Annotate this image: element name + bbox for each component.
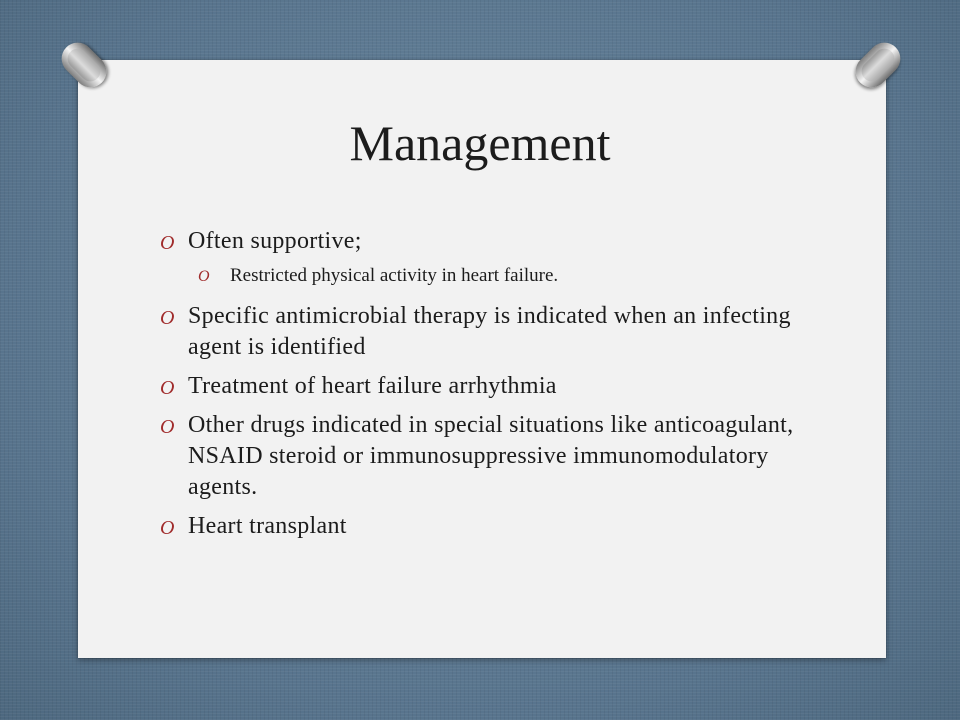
bullet-item	[160, 371, 800, 402]
bullet-text: Heart transplant	[188, 513, 347, 539]
bullet-marker-icon: O	[160, 517, 175, 539]
bullet-text: Often supportive;	[188, 228, 362, 254]
bullet-text: Other drugs indicated in special situations like anticoagulant, NSAID steroid or immunosuppressive immunomodulatory agents.	[188, 412, 794, 500]
bullet-item	[160, 301, 800, 363]
bullet-marker-icon: O	[160, 232, 175, 254]
bullet-text: Treatment of heart failure arrhythmia	[188, 373, 557, 399]
bullet-item	[160, 226, 800, 257]
sub-bullet-text: Restricted physical activity in heart failure.	[230, 265, 559, 286]
bullet-marker-icon: O	[160, 416, 175, 438]
bullet-list	[160, 226, 800, 550]
bullet-text: Specific antimicrobial therapy is indicated when an infecting agent is identified	[188, 303, 791, 360]
bullet-marker-icon: O	[160, 377, 175, 399]
slide-title: Management	[349, 115, 611, 171]
bullet-marker-icon: O	[198, 268, 210, 285]
bullet-marker-icon: O	[160, 307, 175, 329]
bullet-item	[160, 410, 800, 503]
sub-bullet-item	[160, 263, 800, 289]
bullet-item	[160, 511, 800, 542]
